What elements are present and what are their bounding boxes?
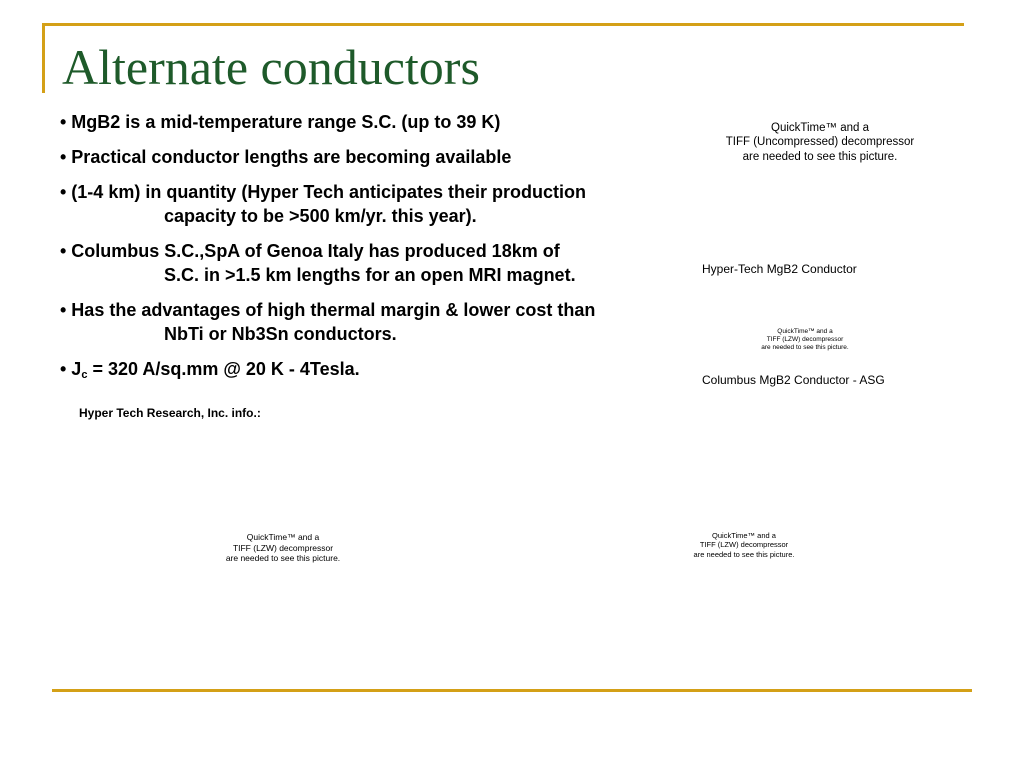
bullet-continuation: NbTi or Nb3Sn conductors. <box>164 324 397 344</box>
placeholder-line: QuickTime™ and a <box>771 122 869 134</box>
image-placeholder-middle-right <box>730 328 880 352</box>
caption-columbus: Columbus MgB2 Conductor - ASG <box>702 373 885 387</box>
bullet-item <box>60 145 670 169</box>
info-label: Hyper Tech Research, Inc. info.: <box>79 406 261 420</box>
placeholder-line: are needed to see this picture. <box>761 344 849 352</box>
bullet-text: • Columbus S.C.,SpA of Genoa Italy has produced 18km of <box>60 241 560 261</box>
placeholder-line: TIFF (Uncompressed) decompressor <box>725 136 915 149</box>
frame-top-line <box>42 23 964 26</box>
bullet-item <box>60 110 670 134</box>
bullet-continuation: S.C. in >1.5 km lengths for an open MRI magnet. <box>164 265 576 285</box>
bullet-text: • MgB2 is a mid-temperature range S.C. (up to 39 K) <box>60 112 501 132</box>
placeholder-line: are needed to see this picture. <box>693 549 795 559</box>
bullet-item <box>60 180 670 228</box>
caption-hyper-tech: Hyper-Tech MgB2 Conductor <box>702 262 857 276</box>
frame-left-line <box>42 23 45 93</box>
bullet-item <box>60 239 670 287</box>
bullet-text: • Has the advantages of high thermal margin & lower cost than <box>60 300 596 320</box>
placeholder-line: QuickTime™ and a <box>246 532 320 542</box>
jc-prefix: • J <box>60 359 82 379</box>
bullet-item-jc <box>60 357 670 381</box>
placeholder-line: TIFF (LZW) decompressor <box>766 336 844 344</box>
jc-subscript: c <box>81 369 88 381</box>
image-placeholder-bottom-right <box>662 531 826 559</box>
bullet-list <box>60 110 670 392</box>
placeholder-line: QuickTime™ and a <box>777 328 833 335</box>
jc-suffix: = 320 A/sq.mm @ 20 K - 4Tesla. <box>87 359 360 379</box>
image-placeholder-bottom-left <box>193 532 373 564</box>
bullet-item <box>60 298 670 346</box>
placeholder-line: QuickTime™ and a <box>712 531 776 540</box>
frame-bottom-line <box>52 689 972 692</box>
image-placeholder-top-right <box>680 121 960 164</box>
placeholder-line: TIFF (LZW) decompressor <box>232 542 334 553</box>
placeholder-line: TIFF (LZW) decompressor <box>699 540 789 550</box>
placeholder-line: are needed to see this picture. <box>742 150 898 163</box>
placeholder-line: are needed to see this picture. <box>225 553 341 564</box>
bullet-text: • Practical conductor lengths are becoming available <box>60 147 512 167</box>
bullet-continuation: capacity to be >500 km/yr. this year). <box>164 206 477 226</box>
bullet-text: • (1-4 km) in quantity (Hyper Tech anticipates their production <box>60 182 587 202</box>
slide-title: Alternate conductors <box>62 39 480 95</box>
